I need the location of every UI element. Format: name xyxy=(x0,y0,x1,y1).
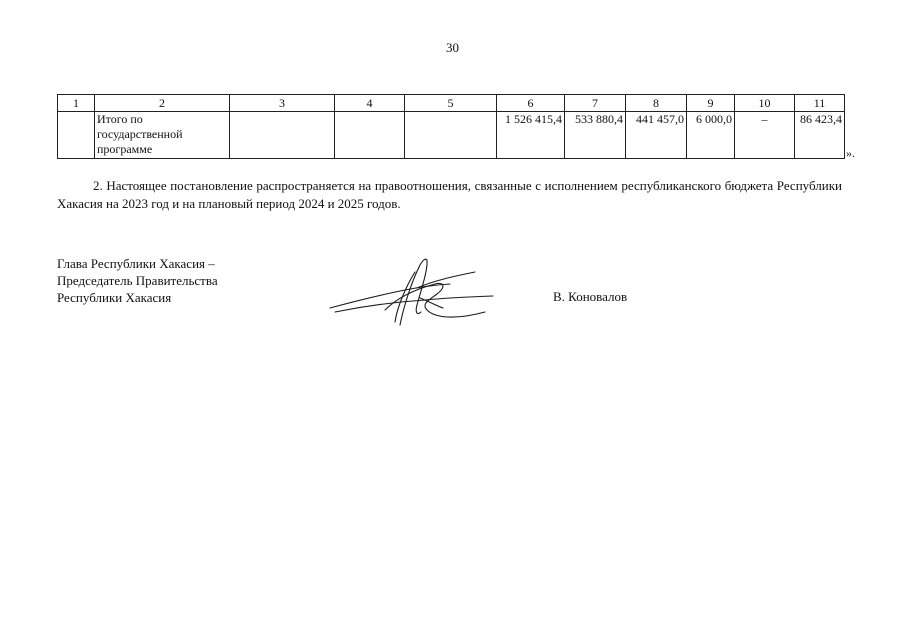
page-number: 30 xyxy=(446,40,459,55)
header-cell: 5 xyxy=(405,95,497,112)
header-cell: 8 xyxy=(626,95,687,112)
value-cell-9: 6 000,0 xyxy=(687,112,735,159)
header-cell: 7 xyxy=(565,95,626,112)
value-cell-10: – xyxy=(735,112,795,159)
header-cell: 11 xyxy=(795,95,845,112)
table-cell xyxy=(58,112,95,159)
signatory-title-line: Республики Хакасия xyxy=(57,290,172,305)
table-cell xyxy=(405,112,497,159)
signatory-name: В. Коновалов xyxy=(553,289,628,304)
table-cell xyxy=(335,112,405,159)
header-cell: 10 xyxy=(735,95,795,112)
header-cell: 9 xyxy=(687,95,735,112)
value-cell-8: 441 457,0 xyxy=(626,112,687,159)
signatory-title xyxy=(57,255,218,306)
resolution-paragraph: 2. Настоящее постановление распространяется на правоотношения, связанные с исполнением республиканского бюджета Республики Хакасия на 2023 год и на плановый период 2024 и 2025 годов. xyxy=(57,178,842,211)
closing-quote: ». xyxy=(846,146,855,160)
header-cell: 4 xyxy=(335,95,405,112)
signatory-title-line: Глава Республики Хакасия – xyxy=(57,256,215,271)
header-cell: 1 xyxy=(58,95,95,112)
row-name-cell: Итого по государственной программе xyxy=(95,112,230,159)
signatory-title-line: Председатель Правительства xyxy=(57,273,218,288)
header-cell: 6 xyxy=(497,95,565,112)
value-cell-6: 1 526 415,4 xyxy=(497,112,565,159)
handwritten-signature xyxy=(325,250,500,330)
header-cell: 2 xyxy=(95,95,230,112)
table-cell xyxy=(230,112,335,159)
table-row xyxy=(58,112,845,159)
value-cell-11: 86 423,4 xyxy=(795,112,845,159)
header-cell: 3 xyxy=(230,95,335,112)
budget-table xyxy=(57,94,845,159)
table-header-row xyxy=(58,95,845,112)
value-cell-7: 533 880,4 xyxy=(565,112,626,159)
